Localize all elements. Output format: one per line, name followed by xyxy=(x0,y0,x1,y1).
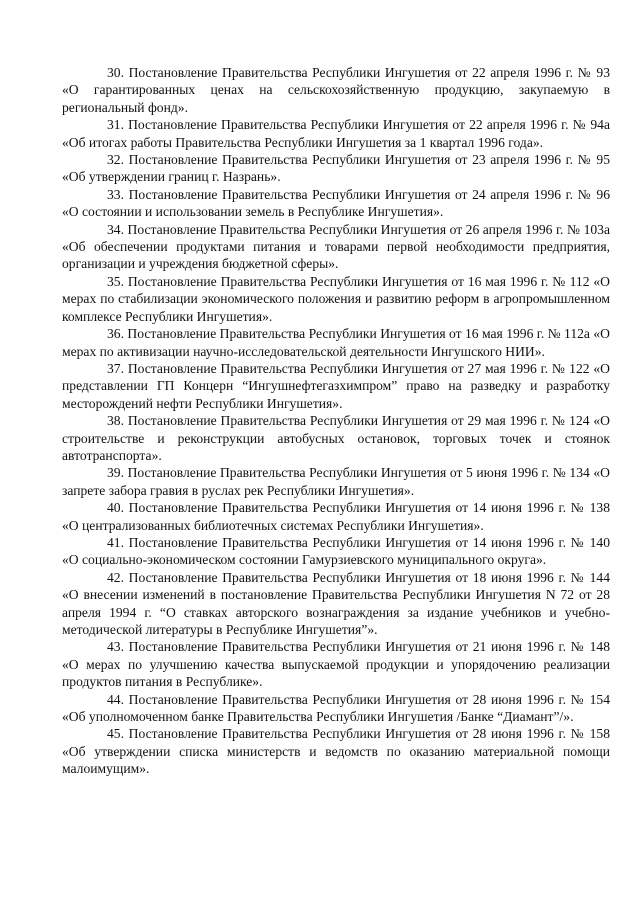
list-item: 39. Постановление Правительства Республики Ингушетия от 5 июня 1996 г. № 134 «О запрете забора гравия в руслах рек Республики Ингушетия». xyxy=(62,465,610,498)
list-item: 37. Постановление Правительства Республики Ингушетия от 27 мая 1996 г. № 122 «О представлении ГП Концерн “Ингушнефтегазхимпром” право на разведку и разработку месторождений нефти Республики Ингушетия». xyxy=(62,360,610,411)
list-item: 42. Постановление Правительства Республики Ингушетия от 18 июня 1996 г. № 144 «О внесении изменений в постановление Правительства Республики Ингушетия N 72 от 28 апреля 1994 г. “О ставках авторского вознаграждения за издание учебников и учебно-методической литературы в Республике Ингушетия”». xyxy=(62,569,610,637)
list-item: 34. Постановление Правительства Республики Ингушетия от 26 апреля 1996 г. № 103а «Об обеспечении продуктами питания и товарами первой необходимости предприятия, организации и учреждения бюджетной сферы». xyxy=(62,221,610,272)
list-item: 43. Постановление Правительства Республики Ингушетия от 21 июня 1996 г. № 148 «О мерах по улучшению качества выпускаемой продукции и упорядочению реализации продуктов питания в Республике». xyxy=(62,639,610,690)
list-item: 30. Постановление Правительства Республики Ингушетия от 22 апреля 1996 г. № 93 «О гарантированных ценах на сельскохозяйственную продукцию, закупаемую в региональный фонд». xyxy=(62,65,610,115)
list-item: 32. Постановление Правительства Республики Ингушетия от 23 апреля 1996 г. № 95 «Об утверждении границ г. Назрань». xyxy=(62,152,610,185)
list-item: 36. Постановление Правительства Республики Ингушетия от 16 мая 1996 г. № 112а «О мерах по активизации научно-исследовательской деятельности Ингушского НИИ». xyxy=(62,326,610,359)
list-item: 38. Постановление Правительства Республики Ингушетия от 29 мая 1996 г. № 124 «О строительстве и реконструкции автобусных остановок, торговых точек и стоянок автотранспорта». xyxy=(62,413,610,463)
list-item: 33. Постановление Правительства Республики Ингушетия от 24 апреля 1996 г. № 96 «О состоянии и использовании земель в Республике Ингушетия». xyxy=(62,186,610,220)
list-item: 35. Постановление Правительства Республики Ингушетия от 16 мая 1996 г. № 112 «О мерах по стабилизации экономического положения и развитию реформ в агропромышленном комплексе Республики Ингушетия». xyxy=(62,273,610,324)
list-item: 45. Постановление Правительства Республики Ингушетия от 28 июня 1996 г. № 158 «Об утверждении списка министерств и ведомств по оказанию материальной помощи малоимущим». xyxy=(62,726,610,777)
list-item: 41. Постановление Правительства Республики Ингушетия от 14 июня 1996 г. № 140 «О социально-экономическом состоянии Гамурзиевского муниципального округа». xyxy=(62,534,610,568)
list-item: 40. Постановление Правительства Республики Ингушетия от 14 июня 1996 г. № 138 «О централизованных библиотечных системах Республики Ингушетия». xyxy=(62,500,610,533)
document-page xyxy=(62,64,610,778)
list-item: 31. Постановление Правительства Республики Ингушетия от 22 апреля 1996 г. № 94а «Об итогах работы Правительства Республики Ингушетия за 1 квартал 1996 года». xyxy=(62,117,610,150)
list-item: 44. Постановление Правительства Республики Ингушетия от 28 июня 1996 г. № 154 «Об уполномоченном банке Правительства Республики Ингушетия /Банке “Диамант”/». xyxy=(62,691,610,725)
